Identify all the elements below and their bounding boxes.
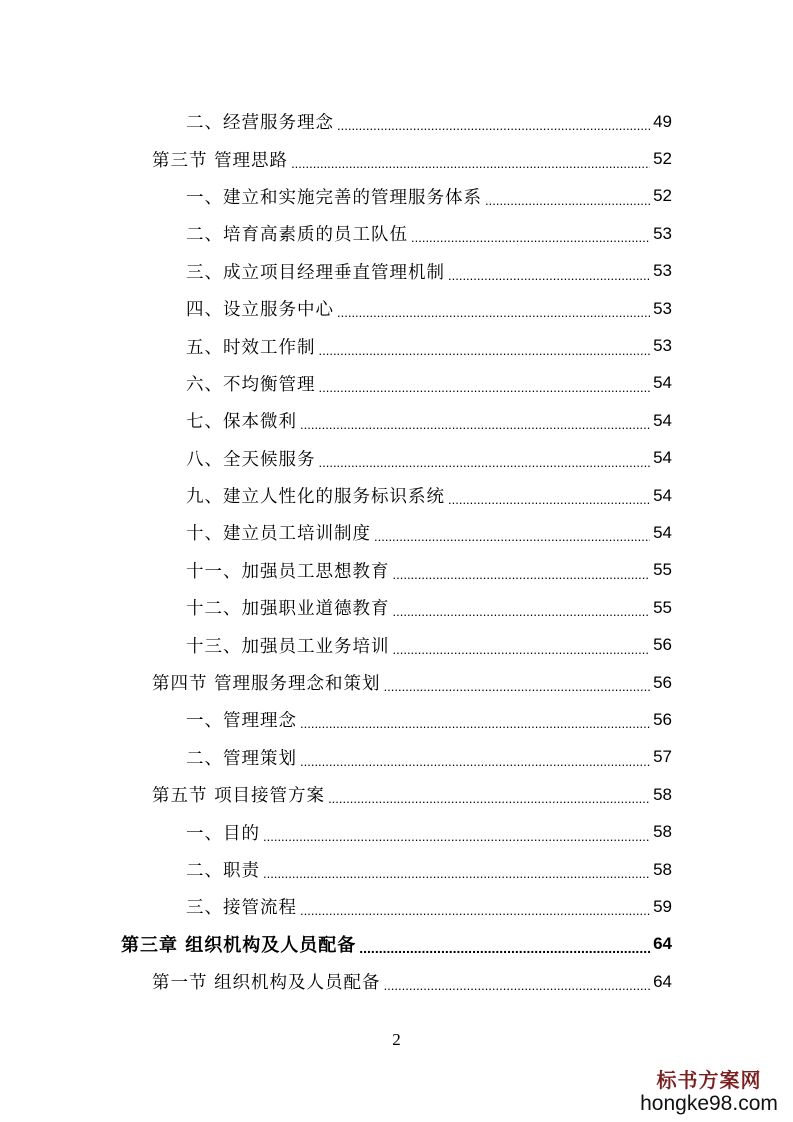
toc-entry-page-number: 53 <box>653 298 672 318</box>
toc-entry-title: 二、培育高素质的员工队伍 <box>186 225 408 246</box>
toc-entry-page-number: 58 <box>653 859 672 879</box>
toc-entry-page-number: 53 <box>653 223 672 243</box>
toc-entry[interactable] <box>0 701 793 738</box>
toc-entry-page-number: 53 <box>653 261 672 281</box>
toc-entry[interactable] <box>0 402 793 439</box>
watermark-url: hongke98.com <box>640 1092 778 1115</box>
toc-entry[interactable] <box>0 178 793 215</box>
toc-entry[interactable] <box>0 552 793 589</box>
toc-entry-title: 七、保本微利 <box>186 412 297 433</box>
toc-entry-title: 二、管理策划 <box>186 748 297 769</box>
toc-entry[interactable] <box>0 477 793 514</box>
toc-dot-leader <box>384 979 651 992</box>
toc-entry-title: 一、建立和实施完善的管理服务体系 <box>186 187 482 208</box>
toc-entry-title: 一、管理理念 <box>186 711 297 732</box>
toc-dot-leader <box>300 904 650 917</box>
toc-entry-page-number: 56 <box>653 672 672 692</box>
toc-dot-leader <box>263 830 650 843</box>
toc-entry-title: 九、建立人性化的服务标识系统 <box>186 487 445 508</box>
toc-entry[interactable] <box>0 813 793 850</box>
toc-dot-leader <box>485 194 650 207</box>
toc-entry[interactable] <box>0 589 793 626</box>
watermark-site-name: 标书方案网 <box>656 1068 762 1092</box>
toc-dot-leader <box>393 643 651 656</box>
toc-entry[interactable] <box>0 739 793 776</box>
toc-entry[interactable] <box>0 440 793 477</box>
toc-entry-title: 二、职责 <box>186 861 260 881</box>
toc-entry-page-number: 54 <box>653 410 672 430</box>
toc-entry-page-number: 56 <box>653 709 672 729</box>
toc-entry[interactable] <box>0 626 793 663</box>
toc-entry-page-number: 55 <box>653 597 672 617</box>
toc-entry-title: 第四节 管理服务理念和策划 <box>152 674 381 695</box>
toc-entry[interactable] <box>0 290 793 327</box>
toc-entry-title: 八、全天候服务 <box>186 449 316 470</box>
toc-entry-page-number: 56 <box>653 635 672 655</box>
toc-entry[interactable] <box>0 140 793 177</box>
toc-dot-leader <box>374 530 650 543</box>
toc-dot-leader <box>300 755 650 768</box>
toc-dot-leader <box>359 941 650 955</box>
toc-entry-title: 四、设立服务中心 <box>186 300 334 321</box>
toc-dot-leader <box>319 344 651 357</box>
toc-dot-leader <box>328 792 650 805</box>
toc-entry-title: 三、接管流程 <box>186 898 297 919</box>
toc-entry-title: 五、时效工作制 <box>186 337 316 358</box>
toc-entry-title: 一、目的 <box>186 823 260 844</box>
toc-dot-leader <box>291 157 650 170</box>
page-number: 2 <box>392 1030 401 1049</box>
toc-entry-page-number: 54 <box>653 373 672 393</box>
toc-entry-title: 二、经营服务理念 <box>186 113 334 134</box>
toc-dot-leader <box>393 568 651 581</box>
toc-entry[interactable] <box>0 776 793 813</box>
toc-entry-title: 十三、加强员工业务培训 <box>186 636 390 657</box>
toc-entry[interactable] <box>0 253 793 290</box>
toc-entry-title: 第三章 组织机构及人员配备 <box>121 935 357 957</box>
toc-dot-leader <box>319 456 651 469</box>
toc-dot-leader <box>393 605 651 618</box>
toc-dot-leader <box>337 306 650 319</box>
toc-entry-page-number: 58 <box>653 784 672 804</box>
toc-dot-leader <box>300 717 650 730</box>
toc-dot-leader <box>448 269 650 282</box>
toc-entry[interactable] <box>0 103 793 140</box>
toc-entry[interactable] <box>0 365 793 402</box>
toc-entry-title: 第一节 组织机构及人员配备 <box>152 973 381 994</box>
toc-entry[interactable] <box>0 664 793 701</box>
table-of-contents <box>0 103 793 1000</box>
toc-entry-page-number: 54 <box>653 448 672 468</box>
toc-entry[interactable] <box>0 327 793 364</box>
toc-entry-page-number: 49 <box>653 111 672 131</box>
toc-entry[interactable] <box>0 888 793 925</box>
toc-entry-title: 十、建立员工培训制度 <box>186 524 371 545</box>
toc-entry-title: 十二、加强职业道德教育 <box>186 599 390 620</box>
toc-dot-leader <box>411 231 650 244</box>
toc-entry-title: 六、不均衡管理 <box>186 374 316 395</box>
toc-entry-page-number: 58 <box>653 822 672 842</box>
toc-entry[interactable] <box>0 851 793 888</box>
toc-entry-title: 第三节 管理思路 <box>152 150 289 171</box>
toc-dot-leader <box>384 680 651 693</box>
toc-entry-page-number: 54 <box>653 485 672 505</box>
toc-entry-page-number: 64 <box>653 971 672 991</box>
toc-entry-page-number: 52 <box>653 149 672 169</box>
toc-entry-page-number: 57 <box>653 747 672 767</box>
toc-entry[interactable] <box>0 926 793 963</box>
toc-entry-page-number: 64 <box>653 934 672 954</box>
toc-entry-page-number: 54 <box>653 522 672 542</box>
toc-entry-page-number: 55 <box>653 560 672 580</box>
toc-dot-leader <box>337 119 650 132</box>
toc-entry-page-number: 59 <box>653 896 672 916</box>
watermark <box>639 1068 779 1116</box>
toc-dot-leader <box>448 493 650 506</box>
toc-entry-title: 三、成立项目经理垂直管理机制 <box>186 262 445 283</box>
toc-entry-title: 十一、加强员工思想教育 <box>186 561 390 582</box>
toc-dot-leader <box>319 381 651 394</box>
toc-entry-page-number: 53 <box>653 336 672 356</box>
toc-dot-leader <box>263 867 650 880</box>
toc-entry-page-number: 52 <box>653 186 672 206</box>
toc-entry[interactable] <box>0 215 793 252</box>
toc-entry[interactable] <box>0 963 793 1000</box>
toc-entry[interactable] <box>0 514 793 551</box>
toc-entry-title: 第五节 项目接管方案 <box>152 786 326 807</box>
toc-dot-leader <box>300 418 650 431</box>
